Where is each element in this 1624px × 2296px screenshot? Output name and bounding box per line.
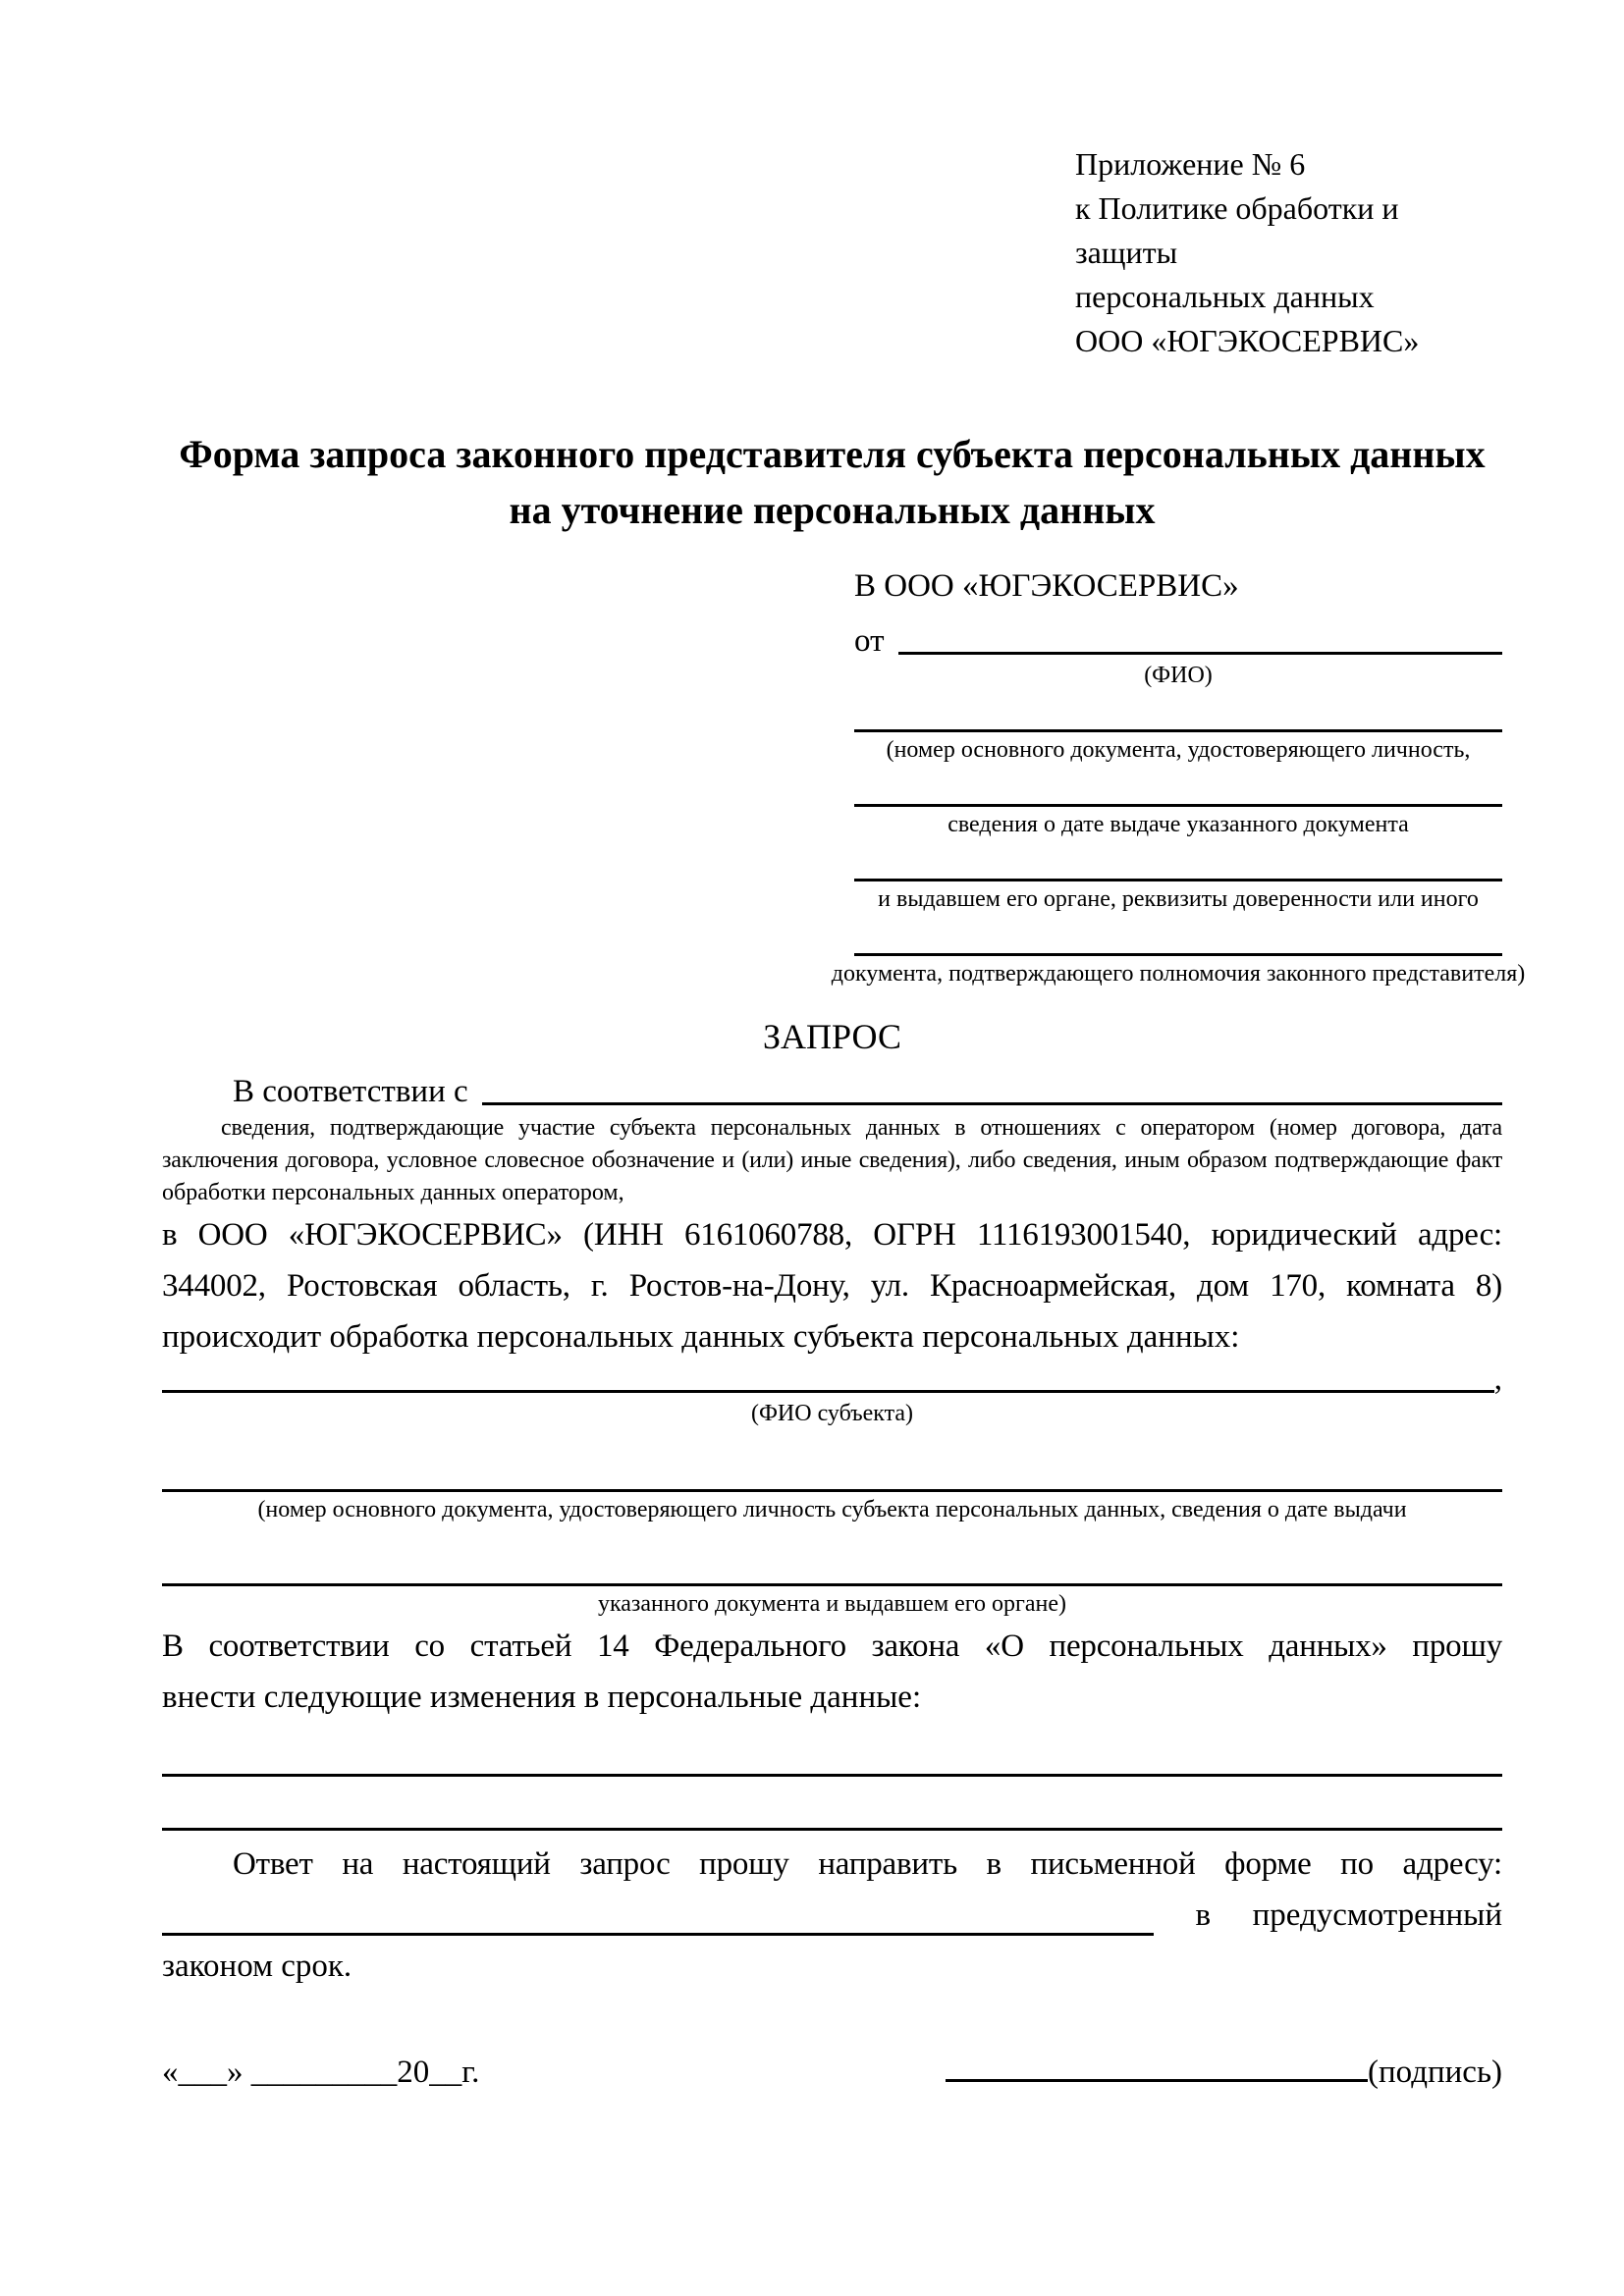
article-paragraph [162,1621,1502,1723]
subject-doc-caption-2: указанного документа и выдавшем его органе) [597,1591,1067,1617]
signature-group [946,2049,1502,2096]
header-note [1075,142,1502,363]
doc-info-caption-2: сведения о дате выдаче указанного документа [947,812,1409,837]
doc-info-caption-1: (номер основного документа, удостоверяющего личность, [886,737,1471,763]
changes-blank-line-2[interactable] [162,1777,1502,1831]
date-line[interactable]: «___» _________20__г. [162,2055,480,2090]
addressee-block [831,563,1526,990]
form-title-line2: на уточнение персональных данных [509,488,1156,532]
operator-paragraph-line: происходит обработка персональных данных субъекта персональных данных: [162,1319,1240,1355]
subject-name-row [162,1362,1502,1398]
date-signature-row [162,2049,1502,2096]
trailing-comma: , [1493,1362,1502,1397]
answer-paragraph [162,1839,1502,1992]
subject-doc-blank-line-1[interactable] [162,1460,1502,1492]
doc-info-caption-4: документа, подтверждающего полномочия законного представителя) [831,961,1526,987]
address-blank-line[interactable] [162,1933,1154,1936]
doc-info-blank-line-3[interactable] [854,841,1502,881]
subject-doc-caption-1: (номер основного документа, удостоверяющего личность субъекта персональных данных, сведения о дате выдачи [257,1497,1407,1522]
article-paragraph-line: внести следующие изменения в персональные данные: [162,1680,922,1715]
accordance-note [162,1112,1502,1209]
signature-caption: (подпись) [1368,2055,1502,2090]
header-note-line: ООО «ЮГЭКОСЕРВИС» [1075,323,1420,358]
accordance-note-line: сведения, подтверждающие участие субъекта персональных данных в отношениях с оператором (номер договора, дата [221,1115,1502,1141]
header-note-line: персональных данных [1075,279,1375,314]
addressee-to: В ООО «ЮГЭКОСЕРВИС» [854,568,1239,604]
subject-doc-blank-line-2[interactable] [162,1554,1502,1586]
from-label: от [854,623,885,659]
header-note-line: к Политике обработки и защиты [1075,190,1399,270]
answer-word-in: в [1195,1897,1212,1933]
fio-caption: (ФИО) [1144,663,1213,688]
doc-info-blank-line-2[interactable] [854,767,1502,807]
accordance-note-line: обработки персональных данных оператором, [162,1180,624,1205]
from-blank-line[interactable] [898,652,1503,655]
accordance-prefix: В соответствии с [233,1074,468,1109]
accordance-row [162,1063,1502,1110]
doc-info-blank-line-1[interactable] [854,692,1502,732]
subject-fio-caption: (ФИО субъекта) [750,1401,914,1426]
answer-paragraph-line: Ответ на настоящий запрос прошу направить в письменной форме по адресу: [233,1846,1502,1882]
operator-paragraph-line: 344002, Ростовская область, г. Ростов-на-Дону, ул. Красноармейская, дом 170, комната 8) [162,1268,1502,1304]
changes-blank-line-1[interactable] [162,1723,1502,1777]
answer-word-stipulated: предусмотренный [1252,1897,1502,1933]
answer-closing-line: законом срок. [162,1949,352,1984]
answer-address-row [162,1890,1502,1941]
request-heading: ЗАПРОС [763,1017,901,1056]
subject-name-blank-line[interactable] [162,1390,1494,1393]
operator-paragraph [162,1209,1502,1362]
doc-info-blank-line-4[interactable] [854,916,1502,956]
operator-paragraph-line: в ООО «ЮГЭКОСЕРВИС» (ИНН 6161060788, ОГРН 1116193001540, юридический адрес: [162,1217,1502,1253]
from-row [854,613,1502,660]
signature-blank-line[interactable] [946,2079,1368,2082]
accordance-blank-line[interactable] [482,1102,1502,1105]
article-paragraph-line: В соответствии со статьей 14 Федерального закона «О персональных данных» прошу [162,1629,1502,1664]
form-title-line1: Форма запроса законного представителя субъекта персональных данных [179,432,1486,476]
header-note-line: Приложение № 6 [1075,146,1306,182]
doc-info-caption-3: и выдавшем его органе, реквизиты доверенности или иного [878,886,1479,912]
form-title [162,426,1502,538]
accordance-note-line: заключения договора, условное словесное обозначение и (или) иные сведения), либо сведения, иным образом подтверждающие факт [162,1148,1502,1173]
